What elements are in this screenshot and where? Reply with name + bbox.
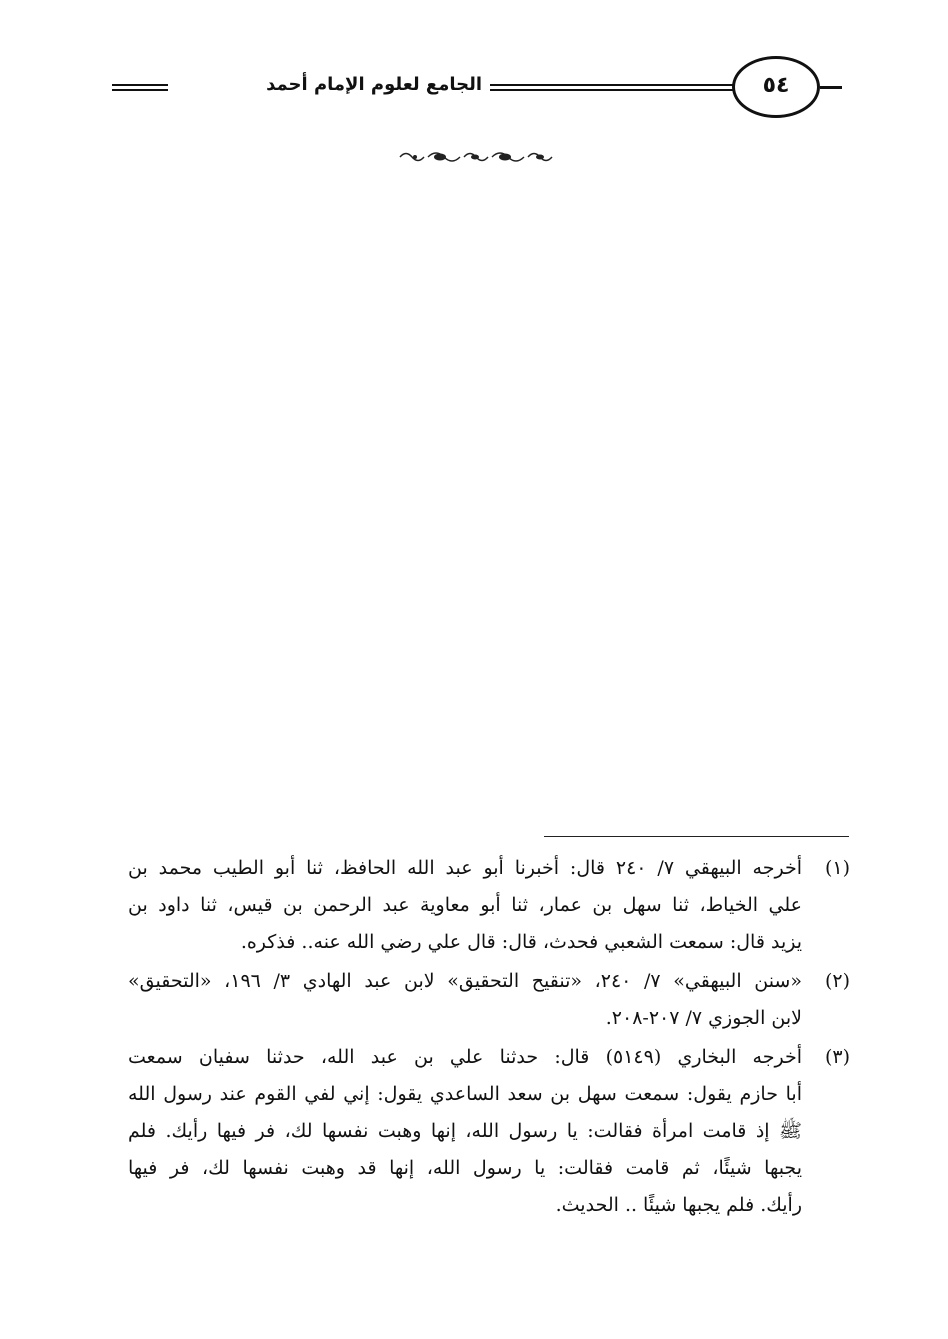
footnote-line: يجبها شيئًا، ثم قامت فقالت: يا رسول الله، إنها قد وهبت نفسها لك، فر فيها xyxy=(128,1157,802,1179)
footnote-line: رأيك. فلم يجبها شيئًا .. الحديث. xyxy=(555,1194,802,1216)
header-rule-middle-bottom xyxy=(490,89,734,91)
footnote-line: «سنن البيهقي» ٧/ ٢٤٠، «تنقيح التحقيق» لابن عبد الهادي ٣/ ١٩٦، «التحقيق» xyxy=(128,970,802,992)
header-rule-middle-top xyxy=(490,84,734,86)
page-number-badge xyxy=(732,56,820,118)
footnote-3 xyxy=(128,1039,850,1224)
page-header xyxy=(112,56,842,126)
footnote-text xyxy=(128,850,802,961)
footnote-line: ﷺ إذ قامت امرأة فقالت: يا رسول الله، إنها وهبت نفسها لك، فر فيها رأيك. فلم xyxy=(128,1120,802,1142)
ornament-divider xyxy=(395,146,555,168)
footnote-marker: (١) xyxy=(824,857,850,879)
footnote-2 xyxy=(128,963,850,1037)
footnote-1 xyxy=(128,850,850,961)
footnote-line: أخرجه البخاري (٥١٤٩) قال: حدثنا علي بن عبد الله، حدثنا سفيان سمعت xyxy=(128,1046,802,1068)
footnote-line: يزيد قال: سمعت الشعبي فحدث، قال: قال علي رضي الله عنه.. فذكره. xyxy=(240,931,802,953)
footnote-marker: (٢) xyxy=(824,970,850,992)
footnote-text xyxy=(128,963,802,1037)
header-rule-left-bottom xyxy=(112,89,168,91)
footnote-separator xyxy=(544,836,849,837)
page-number: ٥٤ xyxy=(762,73,790,98)
footnote-line: أخرجه البيهقي ٧/ ٢٤٠ قال: أخبرنا أبو عبد الله الحافظ، ثنا أبو الطيب محمد بن xyxy=(128,857,802,879)
header-rule-left-top xyxy=(112,84,168,86)
header-rule-right xyxy=(820,86,842,89)
footnote-marker: (٣) xyxy=(824,1046,850,1068)
running-title: الجامع لعلوم الإمام أحمد xyxy=(266,74,482,95)
footnote-line: علي الخياط، ثنا سهل بن عمار، ثنا أبو معاوية عبد الرحمن بن قيس، ثنا داود بن xyxy=(128,894,802,916)
footnote-line: لابن الجوزي ٧/ ٢٠٧-٢٠٨. xyxy=(605,1007,802,1029)
footnote-line: أبا حازم يقول: سمعت سهل بن سعد الساعدي يقول: إني لفي القوم عند رسول الله xyxy=(128,1083,802,1105)
footnote-text xyxy=(128,1039,802,1224)
footnotes xyxy=(128,850,850,1226)
